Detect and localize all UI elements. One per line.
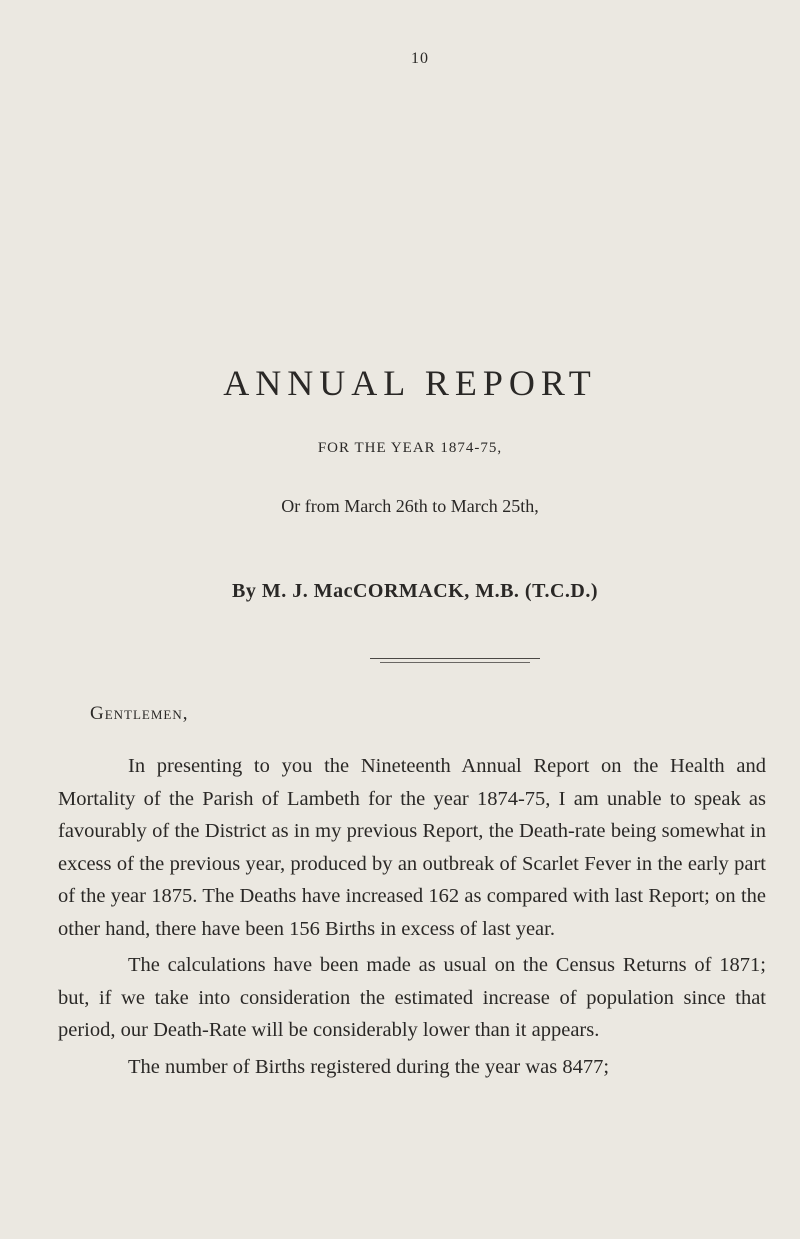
- report-body: [58, 750, 766, 1087]
- divider-rule-secondary: [380, 662, 530, 663]
- paragraph-calculations: The calculations have been made as usual on the Census Returns of 1871; but, if we take into consideration the estimated increase of population since that period, our Death-Rate will be considerably lower than it appears.: [58, 954, 766, 1041]
- page-number: 10: [411, 50, 429, 67]
- paragraph-intro: In presenting to you the Nineteenth Annual Report on the Health and Mortality of the Parish of Lambeth for the year 1874-75, I am unable to speak as favourably of the District as in my previous Report, the Death-rate being somewhat in excess of the previous year, produced by an outbreak of Scarlet Fever in the early part of the year 1875. The Deaths have increased 162 as compared with last Report; on the other hand, there have been 156 Births in excess of last year.: [58, 755, 766, 940]
- paragraph-births: The number of Births registered during the year was 8477;: [128, 1055, 610, 1078]
- report-title: ANNUAL REPORT: [223, 363, 597, 403]
- report-author: By M. J. MacCORMACK, M.B. (T.C.D.): [231, 580, 598, 602]
- divider-rule: [370, 658, 540, 659]
- salutation: Gentlemen,: [90, 703, 189, 724]
- report-date-range: Or from March 26th to March 25th,: [281, 496, 539, 516]
- report-subtitle: FOR THE YEAR 1874-75,: [317, 440, 503, 456]
